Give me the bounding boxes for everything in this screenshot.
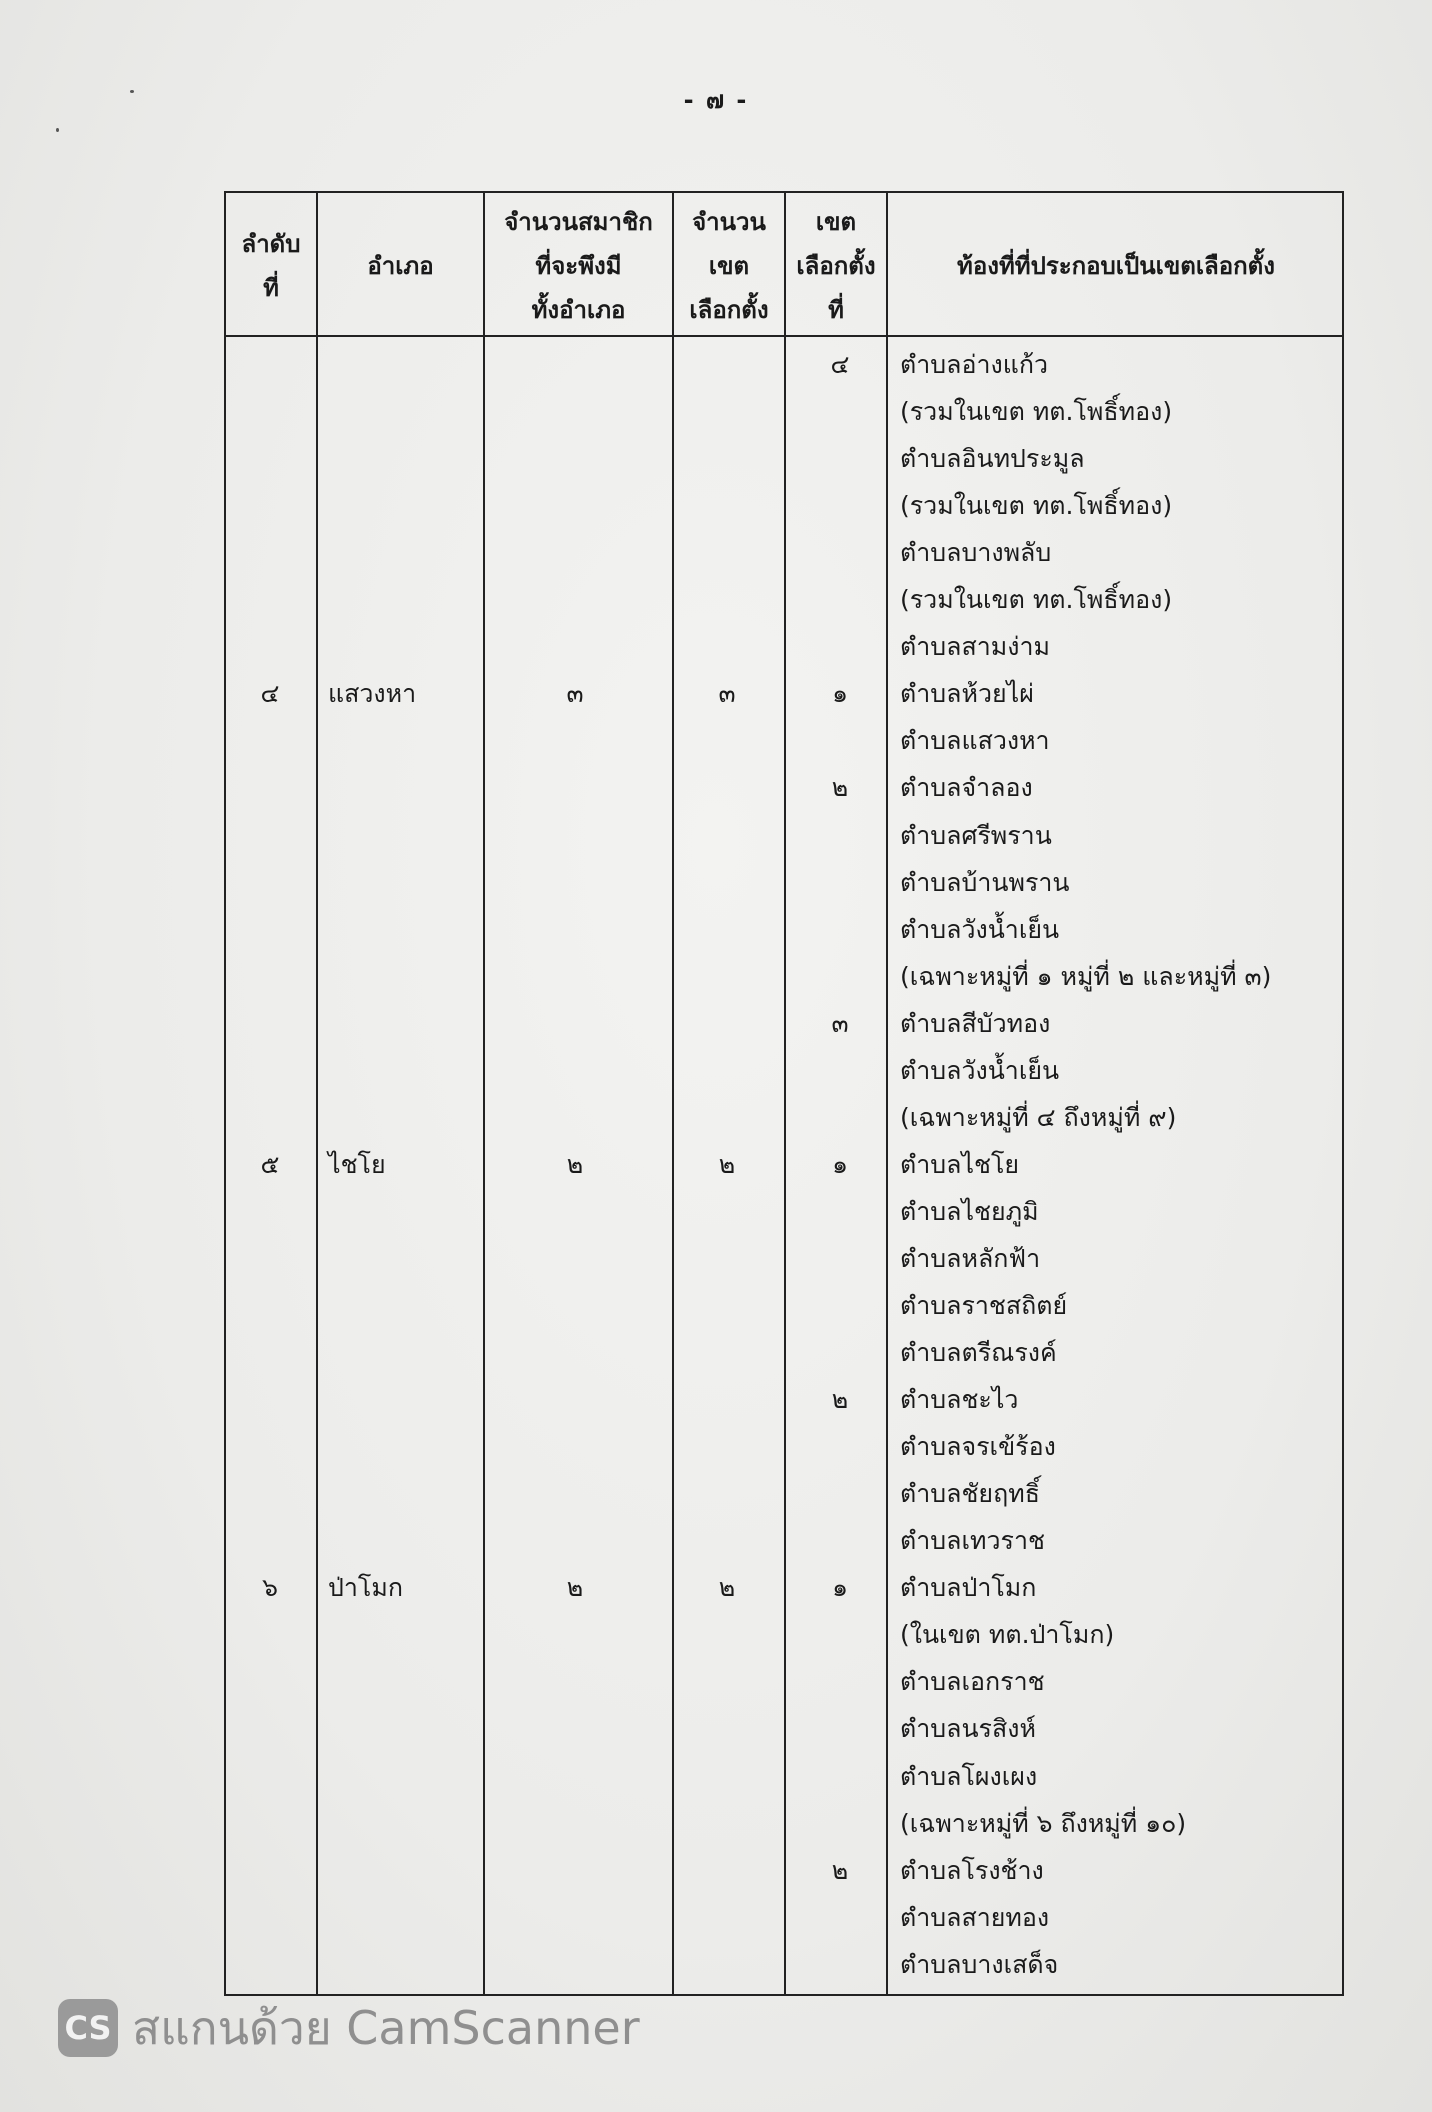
zone-number xyxy=(784,1941,896,1988)
area-name: ตำบลเทวราช xyxy=(900,1526,1045,1555)
row-number xyxy=(224,1329,316,1376)
area-name: ตำบลสามง่าม xyxy=(900,632,1050,661)
table-row xyxy=(224,482,1344,529)
row-number xyxy=(224,1894,316,1941)
member-count xyxy=(480,1658,670,1705)
zone-number: ๒ xyxy=(831,773,849,802)
row-number xyxy=(224,1517,316,1564)
table-row xyxy=(224,1941,1344,1988)
header-area: ท้องที่ที่ประกอบเป็นเขตเลือกตั้ง xyxy=(957,251,1275,280)
table-row xyxy=(224,953,1344,1000)
table-row xyxy=(224,576,1344,623)
table-row xyxy=(224,1235,1344,1282)
table-row xyxy=(224,1611,1344,1658)
area-name: ตำบลอ่างแก้ว xyxy=(900,350,1049,379)
member-count xyxy=(480,529,670,576)
zone-count xyxy=(670,1611,784,1658)
row-number xyxy=(224,1376,316,1423)
row-number xyxy=(224,1094,316,1141)
table-row xyxy=(224,1705,1344,1752)
page-number: - ๗ - xyxy=(683,86,749,114)
area-name: ตำบลไชยภูมิ xyxy=(900,1197,1039,1226)
zone-count xyxy=(670,859,784,906)
row-number xyxy=(224,1941,316,1988)
table-row xyxy=(224,812,1344,859)
zone-number: ๑ xyxy=(832,1150,848,1179)
member-count xyxy=(480,1705,670,1752)
zone-count xyxy=(670,1753,784,1800)
row-number xyxy=(224,953,316,1000)
district-name: ป่าโมก xyxy=(328,1573,403,1602)
zone-number xyxy=(784,717,896,764)
zone-number: ๑ xyxy=(832,1573,848,1602)
member-count xyxy=(480,388,670,435)
zone-number xyxy=(784,435,896,482)
zone-count xyxy=(670,1329,784,1376)
zone-number xyxy=(784,953,896,1000)
area-name: (เฉพาะหมู่ที่ ๖ ถึงหมู่ที่ ๑๐) xyxy=(900,1809,1187,1838)
member-count: ๓ xyxy=(566,679,584,708)
district-name: แสวงหา xyxy=(328,679,417,708)
area-name: ตำบลแสวงหา xyxy=(900,726,1050,755)
table-row xyxy=(224,1423,1344,1470)
area-name: ตำบลบางเสด็จ xyxy=(900,1950,1059,1979)
member-count xyxy=(480,764,670,811)
header-members: จำนวนสมาชิก ที่จะพึงมี ทั้งอำเภอ xyxy=(504,207,653,324)
zone-number xyxy=(784,1423,896,1470)
table-row xyxy=(224,1564,1344,1611)
table-row xyxy=(224,1517,1344,1564)
row-number xyxy=(224,717,316,764)
area-name: ตำบลชะไว xyxy=(900,1385,1019,1414)
area-name: ตำบลเอกราช xyxy=(900,1667,1045,1696)
area-name: ตำบลตรีณรงค์ xyxy=(900,1338,1057,1367)
zone-number xyxy=(784,1705,896,1752)
row-number xyxy=(224,1753,316,1800)
zone-count xyxy=(670,1376,784,1423)
zone-count xyxy=(670,953,784,1000)
zone-count xyxy=(670,1894,784,1941)
row-number: ๔ xyxy=(260,679,280,708)
member-count xyxy=(480,859,670,906)
zone-count: ๓ xyxy=(718,679,736,708)
zone-number xyxy=(784,482,896,529)
row-number xyxy=(224,435,316,482)
row-number xyxy=(224,906,316,953)
member-count xyxy=(480,1611,670,1658)
zone-number: ๔ xyxy=(830,350,850,379)
zone-number xyxy=(784,1235,896,1282)
row-number xyxy=(224,859,316,906)
zone-number xyxy=(784,1800,896,1847)
member-count xyxy=(480,1847,670,1894)
zone-count xyxy=(670,623,784,670)
district-name: ไชโย xyxy=(328,1150,386,1179)
zone-count xyxy=(670,1705,784,1752)
member-count: ๒ xyxy=(566,1573,584,1602)
table-row xyxy=(224,1094,1344,1141)
row-number xyxy=(224,1470,316,1517)
table-row xyxy=(224,1047,1344,1094)
member-count xyxy=(480,576,670,623)
table-row xyxy=(224,341,1344,388)
member-count xyxy=(480,1894,670,1941)
member-count xyxy=(480,812,670,859)
zone-number xyxy=(784,1094,896,1141)
member-count xyxy=(480,1329,670,1376)
zone-count xyxy=(670,906,784,953)
area-name: (เฉพาะหมู่ที่ ๔ ถึงหมู่ที่ ๙) xyxy=(900,1103,1177,1132)
table-row xyxy=(224,623,1344,670)
zone-count xyxy=(670,1423,784,1470)
member-count xyxy=(480,1047,670,1094)
zone-number xyxy=(784,1188,896,1235)
area-name: (รวมในเขต ทต.โพธิ์ทอง) xyxy=(900,491,1173,520)
zone-number: ๓ xyxy=(831,1009,849,1038)
zone-count xyxy=(670,388,784,435)
row-number xyxy=(224,1705,316,1752)
area-name: ตำบลบางพลับ xyxy=(900,538,1052,567)
zone-count xyxy=(670,1800,784,1847)
member-count xyxy=(480,1753,670,1800)
zone-count xyxy=(670,1235,784,1282)
table-row xyxy=(224,1188,1344,1235)
member-count xyxy=(480,1423,670,1470)
table-row xyxy=(224,1329,1344,1376)
area-name: ตำบลศรีพราน xyxy=(900,821,1052,850)
member-count xyxy=(480,482,670,529)
row-number xyxy=(224,1000,316,1047)
area-name: ตำบลวังน้ำเย็น xyxy=(900,1056,1060,1085)
table-row xyxy=(224,1753,1344,1800)
table-row xyxy=(224,764,1344,811)
camscanner-logo-icon: CS xyxy=(58,1999,118,2057)
member-count xyxy=(480,1470,670,1517)
zone-count xyxy=(670,1847,784,1894)
table-row xyxy=(224,435,1344,482)
zone-count xyxy=(670,1470,784,1517)
member-count: ๒ xyxy=(566,1150,584,1179)
row-number xyxy=(224,576,316,623)
zone-number xyxy=(784,1753,896,1800)
area-name: ตำบลอินทประมูล xyxy=(900,444,1085,473)
zone-number xyxy=(784,1470,896,1517)
area-name: ตำบลไชโย xyxy=(900,1150,1020,1179)
row-number xyxy=(224,1188,316,1235)
member-count xyxy=(480,1517,670,1564)
area-name: ตำบลนรสิงห์ xyxy=(900,1714,1036,1743)
zone-count xyxy=(670,435,784,482)
zone-number xyxy=(784,859,896,906)
area-name: ตำบลจรเข้ร้อง xyxy=(900,1432,1056,1461)
area-name: ตำบลราชสถิตย์ xyxy=(900,1291,1068,1320)
table-row xyxy=(224,906,1344,953)
table-row xyxy=(224,717,1344,764)
zone-number: ๒ xyxy=(831,1856,849,1885)
row-number xyxy=(224,1847,316,1894)
table-row xyxy=(224,1141,1344,1188)
zone-count xyxy=(670,812,784,859)
zone-count xyxy=(670,576,784,623)
member-count xyxy=(480,906,670,953)
area-name: ตำบลหลักฟ้า xyxy=(900,1244,1041,1273)
zone-count xyxy=(670,1094,784,1141)
row-number xyxy=(224,1282,316,1329)
row-number xyxy=(224,764,316,811)
header-zone-count: จำนวน เขต เลือกตั้ง xyxy=(689,207,769,324)
table-row xyxy=(224,1800,1344,1847)
zone-number xyxy=(784,1282,896,1329)
row-number: ๖ xyxy=(262,1573,278,1602)
watermark-text: สแกนด้วย CamScanner xyxy=(132,2000,640,2055)
zone-number xyxy=(784,812,896,859)
member-count xyxy=(480,341,670,388)
table-row xyxy=(224,1000,1344,1047)
table-row xyxy=(224,1282,1344,1329)
zone-count xyxy=(670,341,784,388)
row-number xyxy=(224,1235,316,1282)
area-name: ตำบลโผงเผง xyxy=(900,1762,1038,1791)
area-name: ตำบลห้วยไผ่ xyxy=(900,679,1034,708)
row-number xyxy=(224,341,316,388)
zone-number xyxy=(784,623,896,670)
zone-count xyxy=(670,1047,784,1094)
area-name: ตำบลจำลอง xyxy=(900,773,1033,802)
row-number xyxy=(224,1611,316,1658)
area-name: (รวมในเขต ทต.โพธิ์ทอง) xyxy=(900,585,1173,614)
zone-number xyxy=(784,576,896,623)
zone-count: ๒ xyxy=(718,1150,736,1179)
zone-count xyxy=(670,1188,784,1235)
zone-count xyxy=(670,1282,784,1329)
zone-count xyxy=(670,1517,784,1564)
row-number xyxy=(224,1423,316,1470)
row-number xyxy=(224,482,316,529)
member-count xyxy=(480,1188,670,1235)
member-count xyxy=(480,1376,670,1423)
area-name: ตำบลสีบัวทอง xyxy=(900,1009,1051,1038)
table-row xyxy=(224,388,1344,435)
header-zone: เขต เลือกตั้ง ที่ xyxy=(796,207,876,324)
member-count xyxy=(480,953,670,1000)
row-number xyxy=(224,1658,316,1705)
area-name: (ในเขต ทต.ป่าโมก) xyxy=(900,1620,1115,1649)
area-name: (เฉพาะหมู่ที่ ๑ หมู่ที่ ๒ และหมู่ที่ ๓) xyxy=(900,962,1272,991)
area-name: ตำบลบ้านพราน xyxy=(900,868,1070,897)
header-no: ลำดับ ที่ xyxy=(241,229,301,302)
member-count xyxy=(480,1282,670,1329)
member-count xyxy=(480,717,670,764)
zone-number xyxy=(784,1611,896,1658)
zone-number xyxy=(784,906,896,953)
area-name: ตำบลชัยฤทธิ์ xyxy=(900,1479,1040,1508)
table-row xyxy=(224,1376,1344,1423)
area-name: ตำบลโรงช้าง xyxy=(900,1856,1044,1885)
member-count xyxy=(480,435,670,482)
table-row xyxy=(224,859,1344,906)
zone-count xyxy=(670,529,784,576)
member-count xyxy=(480,623,670,670)
member-count xyxy=(480,1941,670,1988)
row-number xyxy=(224,388,316,435)
table-row xyxy=(224,1470,1344,1517)
zone-count xyxy=(670,764,784,811)
zone-count xyxy=(670,717,784,764)
table-row xyxy=(224,529,1344,576)
zone-number xyxy=(784,1329,896,1376)
member-count xyxy=(480,1000,670,1047)
area-name: (รวมในเขต ทต.โพธิ์ทอง) xyxy=(900,397,1173,426)
header-district: อำเภอ xyxy=(367,251,434,280)
row-number xyxy=(224,623,316,670)
table-row xyxy=(224,1894,1344,1941)
table-row xyxy=(224,670,1344,717)
zone-number xyxy=(784,1658,896,1705)
zone-count xyxy=(670,1000,784,1047)
zone-count: ๒ xyxy=(718,1573,736,1602)
zone-count xyxy=(670,482,784,529)
area-name: ตำบลวังน้ำเย็น xyxy=(900,915,1060,944)
scan-speck xyxy=(56,128,59,132)
row-number xyxy=(224,1800,316,1847)
zone-number xyxy=(784,1517,896,1564)
row-number xyxy=(224,529,316,576)
camscanner-watermark xyxy=(58,1998,640,2058)
zone-number xyxy=(784,1894,896,1941)
zone-count xyxy=(670,1658,784,1705)
zone-number xyxy=(784,1047,896,1094)
zone-number xyxy=(784,388,896,435)
row-number: ๕ xyxy=(260,1150,280,1179)
area-name: ตำบลป่าโมก xyxy=(900,1573,1037,1602)
zone-number: ๑ xyxy=(832,679,848,708)
row-number xyxy=(224,812,316,859)
row-number xyxy=(224,1047,316,1094)
table-row xyxy=(224,1658,1344,1705)
area-name: ตำบลสายทอง xyxy=(900,1903,1050,1932)
zone-count xyxy=(670,1941,784,1988)
zone-number: ๒ xyxy=(831,1385,849,1414)
member-count xyxy=(480,1800,670,1847)
member-count xyxy=(480,1094,670,1141)
table-row xyxy=(224,1847,1344,1894)
zone-number xyxy=(784,529,896,576)
member-count xyxy=(480,1235,670,1282)
